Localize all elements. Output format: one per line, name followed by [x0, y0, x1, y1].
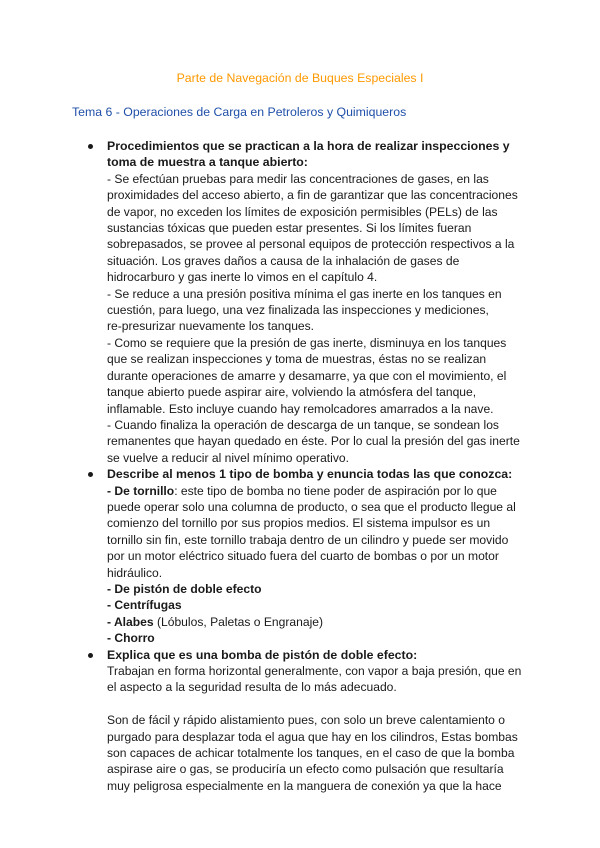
answer-line: purgado para desplazar toda el agua que hay en los cilindros, Estas bombas: [107, 729, 518, 744]
pump-type-item: [107, 630, 517, 646]
answer-line: Trabajan en forma horizontal generalmente, con vapor a baja presión, que en: [107, 664, 522, 678]
answer-line: durante operaciones de amarre y desamarre, ya que con el movimiento, el: [107, 368, 507, 383]
answer-line: re-presurizar nuevamente los tanques.: [107, 319, 315, 334]
answer-line: sustancias tóxicas que pueden estar presentes. Si los límites fueran: [107, 221, 472, 236]
answer-line: muy peligrosa especialmente en la manguera de conexión ya que la hace: [107, 778, 502, 793]
answer-line: situación. Los graves daños a causa de la inhalación de gases de: [107, 253, 460, 268]
answer-line: por un motor eléctrico situado fuera del cuarto de bombas o por un motor: [107, 549, 499, 564]
answer-line: [107, 483, 517, 499]
section-title: Tema 6 - Operaciones de Carga en Petroleros y Quimiqueros: [72, 105, 407, 119]
answer-body: [107, 499, 517, 581]
answer-line: remanentes que hayan quedado en éste. Por lo cual la presión del gas inerte: [107, 434, 520, 449]
answer-line: Son de fácil y rápido alistamiento pues, con solo un breve calentamiento o: [107, 713, 505, 728]
answer-body: [107, 171, 520, 466]
pump-type-item: [107, 597, 517, 613]
pump-type-item: [107, 581, 517, 597]
answer-line: - Como se requiere que la presión de gas inerte, disminuya en los tanques: [107, 335, 507, 350]
question-line: Describe al menos 1 tipo de bomba y enuncia todas las que conozca:: [107, 467, 513, 482]
question-line: Procedimientos que se practican a la hora de realizar inspecciones y: [107, 139, 510, 153]
bullet-icon: [88, 653, 93, 658]
answer-line: se vuelve a reducir al nivel mínimo operativo.: [107, 450, 349, 465]
answer-line: aspirase aire o gas, se produciría un efecto como pulsación que resultaría: [107, 762, 504, 777]
answer-line: - Se efectúan pruebas para medir las concentraciones de gases, en las: [107, 171, 489, 186]
answer-line: proximidades del acceso abierto, a fin de garantizar que las concentraciones: [107, 188, 518, 203]
answer-line: hidrocarburo y gas inerte lo vimos en el capítulo 4.: [107, 270, 378, 285]
answer-line: cuestión, para luego, una vez finalizada las inspecciones y mediciones,: [107, 303, 489, 318]
pump-type-name: - Alabes: [107, 614, 154, 629]
answer-line: - Se reduce a una presión positiva mínima el gas inerte en los tanques en: [107, 286, 502, 301]
pump-type-list: [107, 581, 517, 647]
document-header: Parte de Navegación de Buques Especiales I: [176, 71, 424, 85]
answer-body: [107, 663, 522, 696]
list-item: [0, 138, 520, 466]
pump-type-name: - De pistón de doble efecto: [107, 581, 262, 596]
answer-line: comienzo del tornillo por sus propios medios. El sistema impulsor es un: [107, 516, 491, 531]
pump-type-name: - Chorro: [107, 631, 155, 646]
answer-line: inflamable. Esto incluye cuando hay remolcadores amarrados a la nave.: [107, 401, 494, 416]
pump-name: - De tornillo: [107, 483, 175, 498]
answer-line: puede operar solo una columna de producto, o sea que el producto llegue al: [107, 499, 516, 514]
pump-type-detail: (Lóbulos, Paletas o Engranaje): [153, 614, 324, 629]
answer-line: son capaces de achicar totalmente los tanques, en el caso de que la bomba: [107, 746, 515, 761]
list-item: [0, 466, 517, 646]
answer-body: [107, 712, 517, 794]
pump-description: : este tipo de bomba no tiene poder de aspiración por lo que: [174, 483, 497, 498]
answer-line: el aspecto a la seguridad resulta de lo más adecuado.: [107, 680, 397, 695]
answer-line: hidráulico.: [107, 565, 163, 580]
list-item: [0, 647, 522, 795]
question-list: [0, 138, 600, 794]
answer-line: tornillo sin fin, este tornillo trabaja dentro de un cilindro y puede ser movido: [107, 532, 509, 547]
pump-type-item: [107, 614, 517, 630]
pump-type-name: - Centrífugas: [107, 598, 182, 613]
answer-line: - Cuando finaliza la operación de descarga de un tanque, se sondean los: [107, 417, 499, 432]
paragraph-gap: [107, 696, 517, 712]
question-line: Explica que es una bomba de pistón de doble efecto:: [107, 647, 418, 662]
question-line: toma de muestra a tanque abierto:: [107, 155, 308, 170]
answer-line: tanque abierto puede aspirar aire, volviendo la atmósfera del tanque,: [107, 385, 477, 400]
bullet-icon: [88, 472, 93, 477]
answer-line: sobrepasados, se provee al personal equipos de protección respectivos a la: [107, 237, 515, 252]
answer-line: de vapor, no exceden los límites de exposición permisibles (PELs) de las: [107, 204, 498, 219]
bullet-icon: [88, 144, 93, 149]
answer-line: que se realizan inspecciones y toma de muestras, éstas no se realizan: [107, 352, 487, 367]
